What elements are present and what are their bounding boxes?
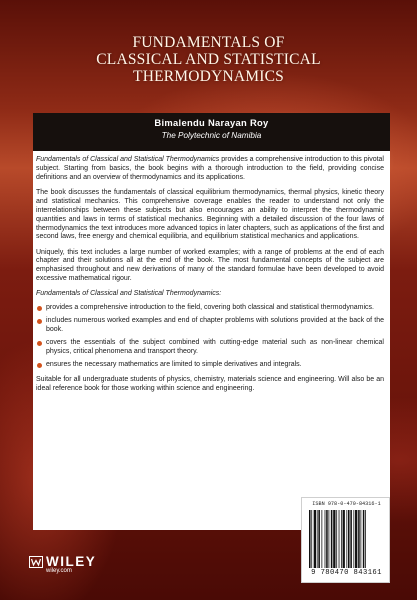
audience-paragraph: Suitable for all undergraduate students of physics, chemistry, materials science and engineering. Will also be an ideal reference book for those working within science and engineering. [36, 375, 384, 392]
barcode-digits: 9 780470 843161 [311, 569, 382, 577]
title-line: FUNDAMENTALS OF [132, 34, 285, 51]
features-heading: Fundamentals of Classical and Statistical Thermodynamics: [36, 290, 222, 298]
features-list [36, 304, 384, 369]
publisher-logo [29, 554, 96, 574]
title-line: THERMODYNAMICS [133, 68, 284, 85]
description-text [36, 156, 384, 400]
author-institution: The Polytechnic of Namibia [161, 131, 262, 140]
wiley-logo-icon [29, 556, 43, 568]
intro-text: provides a comprehensive introduction to this pivotal subject. Starting from basics, the book begins with a thorough introduction to the field, providing concise definitions and an overview of thermodynamics and its applications. [36, 156, 384, 181]
list-item: provides a comprehensive introduction to the field, covering both classical and statistical thermodynamics. [36, 304, 384, 313]
intro-book-title: Fundamentals of Classical and Statistical Thermodynamics [36, 156, 220, 163]
examples-paragraph: Uniquely, this text includes a large number of worked examples; with a range of problems at the end of each chapter and their solutions all at the end of the book. The most fundamental concepts of the subject are emphasised throughout and new derivations of many of the standard formulae have been developed to avoid excessive mathematical rigour. [36, 248, 384, 283]
list-item: includes numerous worked examples and end of chapter problems with solutions provided at the back of the book. [36, 317, 384, 335]
coverage-paragraph: The book discusses the fundamentals of classical equilibrium thermodynamics, thermal physics, kinetic theory and statistical mechanics. This comprehensive coverage enables the reader to understand not only the interrelationships between these subjects but also encourages an ability to interpret the thermodynamic quantities and laws in terms of statistical mechanics. Beginning with a detailed discussion of the four laws of thermodynamics the text introduces more advanced topics in later chapters, such as applications of the first and second laws, free energy and chemical equilibria, and equilibrium statistical mechanics and applications. [36, 188, 384, 241]
isbn-text: ISBN 978-0-470-84316-1 [312, 501, 381, 507]
barcode-block [301, 497, 390, 583]
book-title [0, 34, 417, 85]
list-item: ensures the necessary mathematics are limited to simple derivatives and integrals. [36, 361, 384, 370]
list-item: covers the essentials of the subject combined with cutting-edge material such as non-linear chemical physics, critical phenomena and transport theory. [36, 339, 384, 357]
author-band [33, 113, 390, 151]
barcode-icon [309, 510, 384, 568]
publisher-url: wiley.com [46, 568, 72, 574]
author-name: Bimalendu Narayan Roy [154, 117, 269, 128]
title-line: CLASSICAL AND STATISTICAL [96, 51, 321, 68]
intro-paragraph [36, 156, 384, 183]
publisher-name: WILEY [46, 554, 97, 569]
